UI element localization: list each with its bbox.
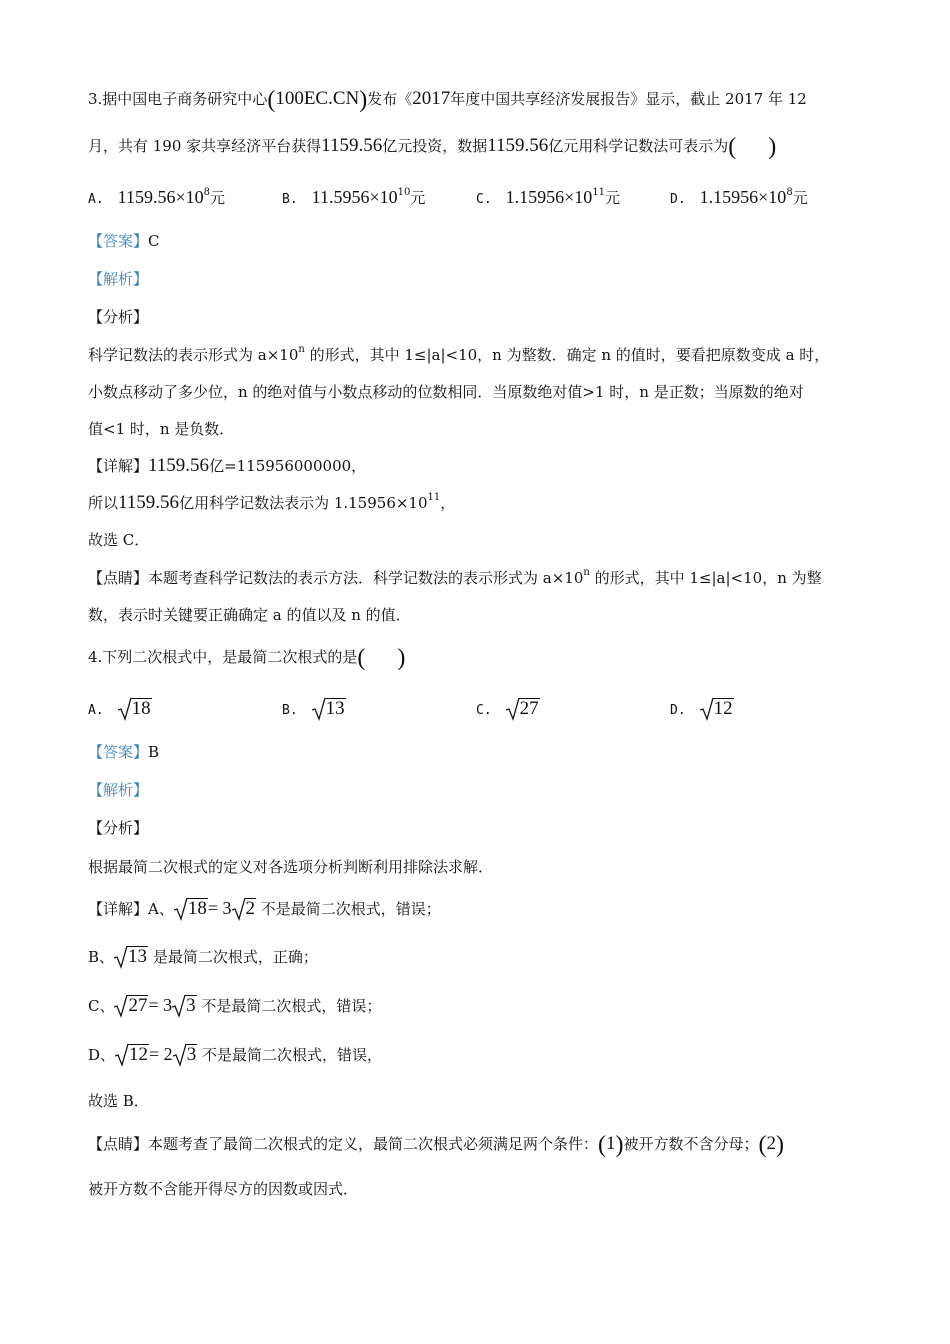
- q4-detail-b: B、 13 是最简二次根式，正确；: [88, 946, 318, 967]
- q4-comment-1: 【点睛】本题考查了最简二次根式的定义，最简二次根式必须满足两个条件：(1)被开方数不含分母；(2): [88, 1132, 785, 1158]
- q3-fenxi-tag: 【分析】: [88, 308, 149, 326]
- q4-detail-d: D、 12= 2 3 不是最简二次根式，错误，: [88, 1044, 382, 1065]
- q3-comment-1: 【点睛】本题考查科学记数法的表示方法．科学记数法的表示形式为 $a\times 10^n$ 的形式，其中 1≤|a|<10，n 为整: [88, 567, 822, 587]
- q4-comment-2: 被开方数不含能开得尽方的因数或因式．: [88, 1180, 359, 1198]
- q4-option-d: D. 12: [670, 698, 733, 719]
- q3-stem-line2: 月，共有 190 家共享经济平台获得1159.56亿元投资，数据1159.56亿元用科学记数法可表示为( ): [88, 134, 777, 160]
- sqrt-sign-icon: 27: [506, 698, 540, 720]
- q4-fenxi: 根据最简二次根式的定义对各选项分析判断利用排除法求解．: [88, 858, 494, 876]
- q3-option-c: C. $1.15956\times 10^{11}$元: [476, 187, 621, 207]
- q4-answer: 【答案】B: [88, 743, 160, 761]
- q3-option-a: A. $1159.56\times 10^8$元: [88, 187, 226, 207]
- q3-answer: 【答案】C: [88, 232, 160, 250]
- q3-option-d: D. $1.15956\times 10^8$元: [670, 187, 808, 207]
- q4-option-a: A. 18: [88, 698, 151, 719]
- q4-choose: 故选 B．: [88, 1092, 149, 1110]
- q3-detail-1: 【详解】1159.56亿=115956000000，: [88, 455, 367, 476]
- q3-comment-2: 数，表示时关键要正确确定 a 的值以及 n 的值．: [88, 606, 411, 624]
- q4-detail-a: 【详解】A、 18= 3 2 不是最简二次根式，错误；: [88, 898, 441, 919]
- q4-option-b: B. 13: [282, 698, 345, 719]
- q3-choose: 故选 C．: [88, 531, 150, 549]
- q3-stem-line1: 3.据中国电子商务研究中心(100EC.CN)发布《2017年度中国共享经济发展报告》显示，截止 2017 年 12: [88, 87, 807, 113]
- q4-fenxi-tag: 【分析】: [88, 819, 149, 837]
- sqrt-sign-icon: 12: [700, 698, 734, 720]
- org-name: 100EC.CN: [275, 88, 360, 109]
- q3-analysis-tag: 【解析】: [88, 270, 149, 288]
- q4-option-c: C. 27: [476, 698, 539, 719]
- q3-fenxi-2: 小数点移动了多少位，n 的绝对值与小数点移动的位数相同．当原数绝对值>1 时，n 是正数；当原数的绝对: [88, 383, 804, 401]
- sqrt-sign-icon: 13: [312, 698, 346, 720]
- q3-detail-2: 所以1159.56亿用科学记数法表示为 $1.15956\times 10^{11}$，: [88, 492, 456, 513]
- q4-stem: 4.下列二次根式中，是最简二次根式的是( ): [88, 645, 406, 671]
- q4-detail-c: C、 27= 3 3 不是最简二次根式，错误；: [88, 995, 382, 1016]
- q3-option-b: B. $11.5956\times 10^{10}$元: [282, 187, 426, 207]
- sqrt-sign-icon: 18: [118, 698, 152, 720]
- q3-fenxi-1: 科学记数法的表示形式为 $a\times 10^n$ 的形式，其中 1≤|a|<10，n 为整数．确定 n 的值时，要看把原数变成 a 时，: [88, 344, 830, 364]
- q4-analysis-tag: 【解析】: [88, 781, 149, 799]
- q3-fenxi-3: 值<1 时，n 是负数．: [88, 420, 235, 438]
